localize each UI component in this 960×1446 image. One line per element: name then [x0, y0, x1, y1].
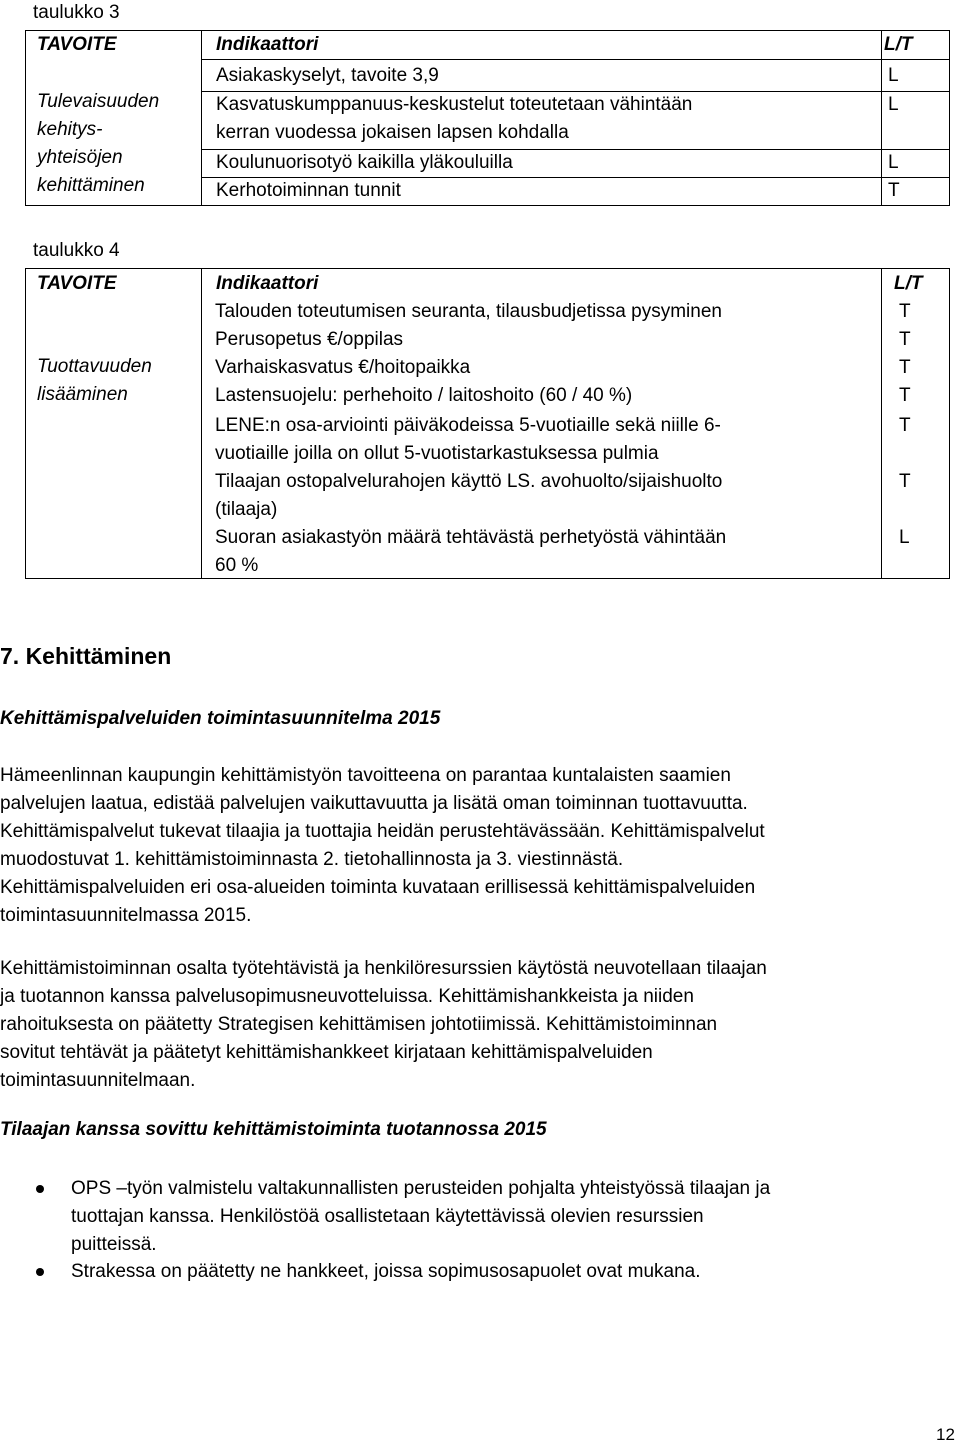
text-line: OPS –työn valmistelu valtakunnallisten perusteiden pohjalta yhteistyössä tilaajan ja	[71, 1178, 771, 1199]
table4-indicator-header: Indikaattori	[216, 273, 319, 294]
table4-row-indicator: 60 %	[215, 555, 259, 576]
table4-row-indicator: vuotiaille joilla on ollut 5-vuotistarkastuksessa pulmia	[215, 443, 659, 464]
table4-row-lt: T	[899, 415, 911, 436]
bullet-icon	[36, 1185, 44, 1193]
goal-line: Tulevaisuuden	[37, 91, 160, 112]
text-line: ja tuotannon kanssa palvelusopimusneuvotteluissa. Kehittämishankkeista ja niiden	[0, 986, 694, 1007]
paragraph-2	[0, 955, 767, 1095]
table4-row-lt: T	[899, 471, 911, 492]
page-number: 12	[936, 1425, 955, 1444]
table3-goal-header: TAVOITE	[37, 34, 117, 55]
table4-row-indicator: LENE:n osa-arviointi päiväkodeissa 5-vuotiaille sekä niille 6-	[215, 415, 721, 436]
table3-row-lt: L	[888, 94, 899, 115]
table4	[25, 268, 950, 579]
table3-goal	[37, 88, 159, 200]
table3-row-indicator: kerran vuodessa jokaisen lapsen kohdalla	[216, 122, 569, 143]
text-line: Kehittämispalvelut tukevat tilaajia ja tuottajia heidän perustehtävässään. Kehittämispalvelut	[0, 821, 765, 842]
table4-row-lt: L	[899, 527, 910, 548]
table4-row-indicator: Tilaajan ostopalvelurahojen käyttö LS. avohuolto/sijaishuolto	[215, 471, 723, 492]
table3-row-lt: L	[888, 152, 899, 173]
table4-goal	[37, 353, 152, 409]
table3-lt-header: L/T	[884, 34, 913, 55]
goal-line: lisääminen	[37, 384, 128, 405]
table4-row-indicator: Talouden toteutumisen seuranta, tilausbudjetissa pysyminen	[215, 301, 722, 322]
text-line: Kehittämispalveluiden eri osa-alueiden toiminta kuvataan erillisessä kehittämispalveluiden	[0, 877, 756, 898]
table3-indicator-header: Indikaattori	[216, 34, 319, 55]
goal-line: kehittäminen	[37, 175, 145, 196]
text-line: toimintasuunnitelmaan.	[0, 1070, 196, 1091]
paragraph-1	[0, 762, 765, 930]
text-line: sovitut tehtävät ja päätetyt kehittämishankkeet kirjataan kehittämispalveluiden	[0, 1042, 653, 1063]
text-line: toimintasuunnitelmassa 2015.	[0, 905, 252, 926]
table4-row-indicator: Suoran asiakastyön määrä tehtävästä perhetyöstä vähintään	[215, 527, 727, 548]
table3-row-lt: T	[888, 180, 900, 201]
subheading-plan: Kehittämispalveluiden toimintasuunnitelma 2015	[0, 708, 441, 729]
table4-row-lt: T	[899, 301, 911, 322]
goal-line: Tuottavuuden	[37, 356, 152, 377]
table3-row-indicator: Koulunuorisotyö kaikilla yläkouluilla	[216, 152, 513, 173]
goal-line: yhteisöjen	[37, 147, 123, 168]
table4-row-indicator: Perusopetus €/oppilas	[215, 329, 404, 350]
table3-row-indicator: Asiakaskyselyt, tavoite 3,9	[216, 65, 439, 86]
list-item	[36, 1258, 701, 1286]
table4-caption: taulukko 4	[33, 240, 120, 261]
list-item	[36, 1175, 770, 1259]
table4-row-indicator: Lastensuojelu: perhehoito / laitoshoito (60 / 40 %)	[215, 385, 633, 406]
text-line: Kehittämistoiminnan osalta työtehtävistä ja henkilöresurssien käytöstä neuvotellaan tilaajan	[0, 958, 767, 979]
table4-row-lt: T	[899, 385, 911, 406]
text-line: palvelujen laatua, edistää palvelujen vaikuttavuutta ja lisätä oman toiminnan tuottavuutta.	[0, 793, 748, 814]
table3-caption: taulukko 3	[33, 2, 120, 23]
text-line: rahoituksesta on päätetty Strategisen kehittämisen johtotiimissä. Kehittämistoiminnan	[0, 1014, 718, 1035]
table4-row-indicator: (tilaaja)	[215, 499, 278, 520]
text-line: muodostuvat 1. kehittämistoiminnasta 2. tietohallinnosta ja 3. viestinnästä.	[0, 849, 624, 870]
text-line: Hämeenlinnan kaupungin kehittämistyön tavoitteena on parantaa kuntalaisten saamien	[0, 765, 731, 786]
table4-row-lt: T	[899, 357, 911, 378]
text-line: Strakessa on päätetty ne hankkeet, joissa sopimusosapuolet ovat mukana.	[71, 1261, 701, 1282]
bullet-icon	[36, 1268, 44, 1276]
goal-line: kehitys-	[37, 119, 103, 140]
table3	[25, 30, 950, 206]
table3-row-indicator: Kasvatuskumppanuus-keskustelut toteutetaan vähintään	[216, 94, 693, 115]
table4-lt-header: L/T	[894, 273, 923, 294]
table4-row-indicator: Varhaiskasvatus €/hoitopaikka	[215, 357, 471, 378]
section-heading: 7. Kehittäminen	[0, 643, 172, 669]
table4-row-lt: T	[899, 329, 911, 350]
text-line: puitteissä.	[71, 1234, 157, 1255]
table4-goal-header: TAVOITE	[37, 273, 117, 294]
subheading-ordered-development: Tilaajan kanssa sovittu kehittämistoiminta tuotannossa 2015	[0, 1119, 547, 1140]
text-line: tuottajan kanssa. Henkilöstöä osallistetaan käytettävissä olevien resurssien	[71, 1206, 704, 1227]
table3-row-lt: L	[888, 65, 899, 86]
table3-row-indicator: Kerhotoiminnan tunnit	[216, 180, 401, 201]
